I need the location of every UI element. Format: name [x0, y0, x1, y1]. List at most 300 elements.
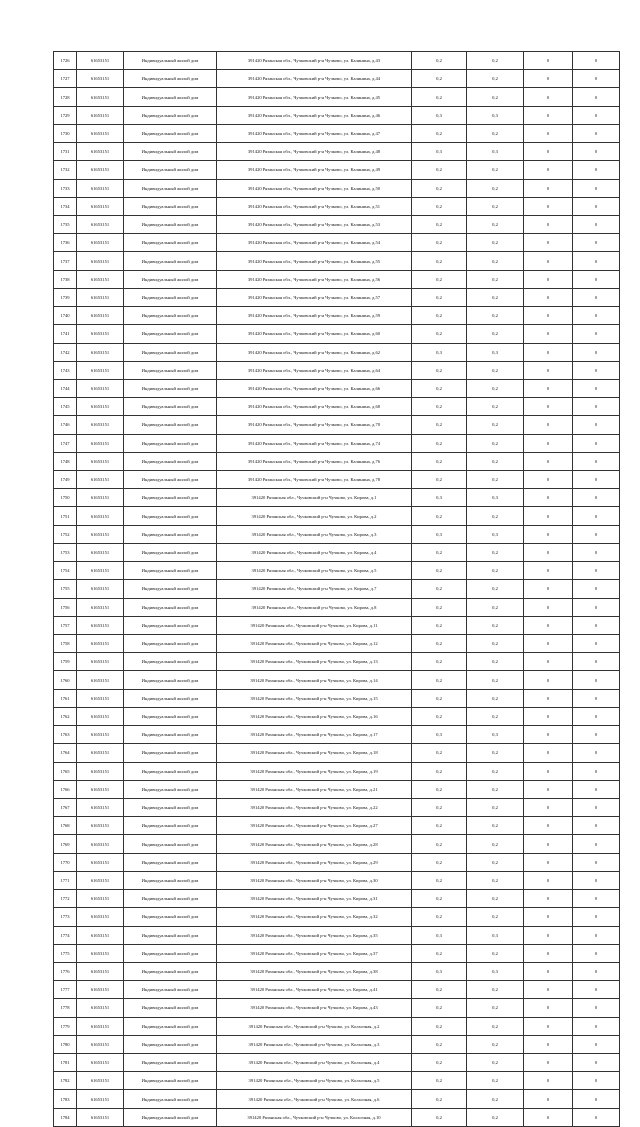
- document-page: [53, 51, 598, 1127]
- value-3-cell: 0: [524, 106, 573, 124]
- table-row: [54, 999, 620, 1017]
- value-4-cell: 0: [573, 489, 620, 507]
- value-2-cell: 0,2: [467, 798, 524, 816]
- value-4-cell: 0: [573, 197, 620, 215]
- value-4-cell: 0: [573, 1072, 620, 1090]
- code-cell: 61653151: [77, 707, 124, 725]
- value-2-cell: 0,2: [467, 1072, 524, 1090]
- object-type-cell: Индивидуальный жилой дом: [124, 416, 217, 434]
- table-row: [54, 270, 620, 288]
- code-cell: 61653151: [77, 525, 124, 543]
- row-number-cell: 1784: [54, 1108, 77, 1126]
- value-1-cell: 0,3: [412, 343, 467, 361]
- value-1-cell: 0,2: [412, 507, 467, 525]
- value-3-cell: 0: [524, 1017, 573, 1035]
- value-4-cell: 0: [573, 70, 620, 88]
- address-cell: 391420 Рязанская обл., Чучковский р-н Чучково, ул. Калинина, д.50: [217, 179, 412, 197]
- value-2-cell: 0,3: [467, 726, 524, 744]
- value-3-cell: 0: [524, 543, 573, 561]
- value-3-cell: 0: [524, 580, 573, 598]
- table-row: [54, 325, 620, 343]
- value-4-cell: 0: [573, 1017, 620, 1035]
- row-number-cell: 1731: [54, 143, 77, 161]
- value-2-cell: 0,2: [467, 707, 524, 725]
- value-2-cell: 0,2: [467, 234, 524, 252]
- table-row: [54, 507, 620, 525]
- address-cell: 391420 Рязанская обл., Чучковский р-н Чучково, ул. Кирова, д.3: [217, 525, 412, 543]
- object-type-cell: Индивидуальный жилой дом: [124, 325, 217, 343]
- address-cell: 391420 Рязанская обл., Чучковский р-н Чучково, ул. Колхозная, д.2: [217, 1017, 412, 1035]
- address-cell: 391420 Рязанская обл., Чучковский р-н Чучково, ул. Калинина, д.64: [217, 361, 412, 379]
- address-cell: 391420 Рязанская обл., Чучковский р-н Чучково, ул. Кирова, д.21: [217, 780, 412, 798]
- value-3-cell: 0: [524, 671, 573, 689]
- value-2-cell: 0,2: [467, 635, 524, 653]
- object-type-cell: Индивидуальный жилой дом: [124, 871, 217, 889]
- object-type-cell: Индивидуальный жилой дом: [124, 671, 217, 689]
- address-cell: 391420 Рязанская обл., Чучковский р-н Чучково, ул. Калинина, д.76: [217, 452, 412, 470]
- row-number-cell: 1780: [54, 1035, 77, 1053]
- value-2-cell: 0,2: [467, 543, 524, 561]
- value-1-cell: 0,2: [412, 908, 467, 926]
- table-row: [54, 307, 620, 325]
- code-cell: 61653151: [77, 616, 124, 634]
- value-2-cell: 0,2: [467, 835, 524, 853]
- address-cell: 391420 Рязанская обл., Чучковский р-н Чучково, ул. Кирова, д.38: [217, 962, 412, 980]
- code-cell: 61653151: [77, 1090, 124, 1108]
- value-3-cell: 0: [524, 726, 573, 744]
- code-cell: 61653151: [77, 762, 124, 780]
- value-2-cell: 0,2: [467, 653, 524, 671]
- object-type-cell: Индивидуальный жилой дом: [124, 616, 217, 634]
- value-4-cell: 0: [573, 835, 620, 853]
- value-3-cell: 0: [524, 325, 573, 343]
- table-row: [54, 452, 620, 470]
- row-number-cell: 1726: [54, 52, 77, 70]
- code-cell: 61653151: [77, 489, 124, 507]
- object-type-cell: Индивидуальный жилой дом: [124, 525, 217, 543]
- value-3-cell: 0: [524, 1054, 573, 1072]
- code-cell: 61653151: [77, 1017, 124, 1035]
- object-type-cell: Индивидуальный жилой дом: [124, 124, 217, 142]
- code-cell: 61653151: [77, 635, 124, 653]
- code-cell: 61653151: [77, 215, 124, 233]
- value-1-cell: 0,2: [412, 543, 467, 561]
- value-1-cell: 0,2: [412, 707, 467, 725]
- code-cell: 61653151: [77, 471, 124, 489]
- object-type-cell: Индивидуальный жилой дом: [124, 434, 217, 452]
- table-row: [54, 635, 620, 653]
- table-row: [54, 1017, 620, 1035]
- object-type-cell: Индивидуальный жилой дом: [124, 215, 217, 233]
- address-cell: 391420 Рязанская обл., Чучковский р-н Чучково, ул. Калинина, д.60: [217, 325, 412, 343]
- value-1-cell: 0,2: [412, 744, 467, 762]
- value-2-cell: 0,3: [467, 525, 524, 543]
- value-4-cell: 0: [573, 707, 620, 725]
- value-4-cell: 0: [573, 252, 620, 270]
- object-type-cell: Индивидуальный жилой дом: [124, 580, 217, 598]
- value-3-cell: 0: [524, 1108, 573, 1126]
- row-number-cell: 1771: [54, 871, 77, 889]
- value-2-cell: 0,2: [467, 689, 524, 707]
- value-3-cell: 0: [524, 999, 573, 1017]
- value-4-cell: 0: [573, 88, 620, 106]
- value-2-cell: 0,2: [467, 52, 524, 70]
- value-3-cell: 0: [524, 143, 573, 161]
- value-3-cell: 0: [524, 890, 573, 908]
- value-3-cell: 0: [524, 234, 573, 252]
- code-cell: 61653151: [77, 270, 124, 288]
- value-2-cell: 0,3: [467, 143, 524, 161]
- address-cell: 391420 Рязанская обл., Чучковский р-н Чучково, ул. Кирова, д.17: [217, 726, 412, 744]
- value-4-cell: 0: [573, 744, 620, 762]
- object-type-cell: Индивидуальный жилой дом: [124, 944, 217, 962]
- value-4-cell: 0: [573, 543, 620, 561]
- value-4-cell: 0: [573, 179, 620, 197]
- address-cell: 391420 Рязанская обл., Чучковский р-н Чучково, ул. Колхозная, д.10: [217, 1108, 412, 1126]
- object-type-cell: Индивидуальный жилой дом: [124, 1108, 217, 1126]
- value-4-cell: 0: [573, 52, 620, 70]
- row-number-cell: 1758: [54, 635, 77, 653]
- code-cell: 61653151: [77, 143, 124, 161]
- value-1-cell: 0,2: [412, 999, 467, 1017]
- value-4-cell: 0: [573, 307, 620, 325]
- code-cell: 61653151: [77, 379, 124, 397]
- table-row: [54, 726, 620, 744]
- table-row: [54, 580, 620, 598]
- value-4-cell: 0: [573, 653, 620, 671]
- address-cell: 391420 Рязанская обл., Чучковский р-н Чучково, ул. Кирова, д.29: [217, 853, 412, 871]
- value-1-cell: 0,2: [412, 1090, 467, 1108]
- object-type-cell: Индивидуальный жилой дом: [124, 835, 217, 853]
- code-cell: 61653151: [77, 671, 124, 689]
- value-2-cell: 0,2: [467, 1054, 524, 1072]
- address-cell: 391420 Рязанская обл., Чучковский р-н Чучково, ул. Кирова, д.16: [217, 707, 412, 725]
- address-cell: 391420 Рязанская обл., Чучковский р-н Чучково, ул. Кирова, д.11: [217, 616, 412, 634]
- object-type-cell: Индивидуальный жилой дом: [124, 689, 217, 707]
- value-3-cell: 0: [524, 835, 573, 853]
- table-row: [54, 361, 620, 379]
- row-number-cell: 1747: [54, 434, 77, 452]
- value-3-cell: 0: [524, 908, 573, 926]
- table-row: [54, 52, 620, 70]
- code-cell: 61653151: [77, 70, 124, 88]
- value-2-cell: 0,3: [467, 926, 524, 944]
- row-number-cell: 1756: [54, 598, 77, 616]
- table-row: [54, 616, 620, 634]
- object-type-cell: Индивидуальный жилой дом: [124, 726, 217, 744]
- value-1-cell: 0,2: [412, 944, 467, 962]
- value-3-cell: 0: [524, 598, 573, 616]
- value-1-cell: 0,3: [412, 489, 467, 507]
- row-number-cell: 1757: [54, 616, 77, 634]
- address-cell: 391420 Рязанская обл., Чучковский р-н Чучково, ул. Кирова, д.41: [217, 981, 412, 999]
- address-cell: 391420 Рязанская обл., Чучковский р-н Чучково, ул. Кирова, д.13: [217, 653, 412, 671]
- table-row: [54, 543, 620, 561]
- value-2-cell: 0,2: [467, 398, 524, 416]
- row-number-cell: 1737: [54, 252, 77, 270]
- value-4-cell: 0: [573, 398, 620, 416]
- value-2-cell: 0,2: [467, 1108, 524, 1126]
- code-cell: 61653151: [77, 908, 124, 926]
- object-type-cell: Индивидуальный жилой дом: [124, 635, 217, 653]
- table-row: [54, 379, 620, 397]
- table-row: [54, 143, 620, 161]
- value-1-cell: 0,2: [412, 234, 467, 252]
- table-row: [54, 1108, 620, 1126]
- row-number-cell: 1736: [54, 234, 77, 252]
- object-type-cell: Индивидуальный жилой дом: [124, 1054, 217, 1072]
- address-cell: 391420 Рязанская обл., Чучковский р-н Чучково, ул. Калинина, д.47: [217, 124, 412, 142]
- value-3-cell: 0: [524, 1072, 573, 1090]
- value-4-cell: 0: [573, 981, 620, 999]
- value-4-cell: 0: [573, 416, 620, 434]
- address-cell: 391420 Рязанская обл., Чучковский р-н Чучково, ул. Кирова, д.12: [217, 635, 412, 653]
- object-type-cell: Индивидуальный жилой дом: [124, 88, 217, 106]
- row-number-cell: 1778: [54, 999, 77, 1017]
- object-type-cell: Индивидуальный жилой дом: [124, 489, 217, 507]
- value-4-cell: 0: [573, 908, 620, 926]
- row-number-cell: 1728: [54, 88, 77, 106]
- row-number-cell: 1777: [54, 981, 77, 999]
- row-number-cell: 1767: [54, 798, 77, 816]
- row-number-cell: 1754: [54, 562, 77, 580]
- row-number-cell: 1752: [54, 525, 77, 543]
- table-row: [54, 434, 620, 452]
- address-cell: 391420 Рязанская обл., Чучковский р-н Чучково, ул. Кирова, д.15: [217, 689, 412, 707]
- object-type-cell: Индивидуальный жилой дом: [124, 507, 217, 525]
- value-1-cell: 0,2: [412, 653, 467, 671]
- row-number-cell: 1760: [54, 671, 77, 689]
- code-cell: 61653151: [77, 653, 124, 671]
- address-cell: 391420 Рязанская обл., Чучковский р-н Чучково, ул. Кирова, д.35: [217, 926, 412, 944]
- object-type-cell: Индивидуальный жилой дом: [124, 981, 217, 999]
- code-cell: 61653151: [77, 361, 124, 379]
- table-row: [54, 197, 620, 215]
- value-3-cell: 0: [524, 525, 573, 543]
- table-row: [54, 817, 620, 835]
- code-cell: 61653151: [77, 161, 124, 179]
- value-3-cell: 0: [524, 124, 573, 142]
- value-3-cell: 0: [524, 707, 573, 725]
- value-4-cell: 0: [573, 853, 620, 871]
- value-1-cell: 0,2: [412, 1035, 467, 1053]
- value-4-cell: 0: [573, 270, 620, 288]
- row-number-cell: 1735: [54, 215, 77, 233]
- value-1-cell: 0,3: [412, 962, 467, 980]
- value-1-cell: 0,2: [412, 580, 467, 598]
- value-1-cell: 0,2: [412, 835, 467, 853]
- address-cell: 391420 Рязанская обл., Чучковский р-н Чучково, ул. Кирова, д.37: [217, 944, 412, 962]
- value-2-cell: 0,2: [467, 307, 524, 325]
- row-number-cell: 1744: [54, 379, 77, 397]
- value-1-cell: 0,2: [412, 416, 467, 434]
- value-4-cell: 0: [573, 562, 620, 580]
- row-number-cell: 1769: [54, 835, 77, 853]
- value-2-cell: 0,2: [467, 471, 524, 489]
- value-2-cell: 0,2: [467, 598, 524, 616]
- value-1-cell: 0,2: [412, 1072, 467, 1090]
- value-4-cell: 0: [573, 161, 620, 179]
- object-type-cell: Индивидуальный жилой дом: [124, 762, 217, 780]
- object-type-cell: Индивидуальный жилой дом: [124, 562, 217, 580]
- row-number-cell: 1764: [54, 744, 77, 762]
- code-cell: 61653151: [77, 817, 124, 835]
- row-number-cell: 1783: [54, 1090, 77, 1108]
- value-4-cell: 0: [573, 762, 620, 780]
- object-type-cell: Индивидуальный жилой дом: [124, 288, 217, 306]
- value-4-cell: 0: [573, 1108, 620, 1126]
- code-cell: 61653151: [77, 780, 124, 798]
- value-4-cell: 0: [573, 234, 620, 252]
- code-cell: 61653151: [77, 234, 124, 252]
- value-2-cell: 0,2: [467, 270, 524, 288]
- value-4-cell: 0: [573, 817, 620, 835]
- table-row: [54, 1072, 620, 1090]
- value-3-cell: 0: [524, 762, 573, 780]
- value-3-cell: 0: [524, 1090, 573, 1108]
- row-number-cell: 1739: [54, 288, 77, 306]
- value-3-cell: 0: [524, 616, 573, 634]
- table-row: [54, 1054, 620, 1072]
- row-number-cell: 1781: [54, 1054, 77, 1072]
- address-cell: 391420 Рязанская обл., Чучковский р-н Чучково, ул. Калинина, д.51: [217, 197, 412, 215]
- code-cell: 61653151: [77, 106, 124, 124]
- object-type-cell: Индивидуальный жилой дом: [124, 543, 217, 561]
- value-3-cell: 0: [524, 361, 573, 379]
- table-row: [54, 835, 620, 853]
- value-2-cell: 0,2: [467, 944, 524, 962]
- table-row: [54, 1090, 620, 1108]
- code-cell: 61653151: [77, 1054, 124, 1072]
- table-row: [54, 780, 620, 798]
- value-3-cell: 0: [524, 416, 573, 434]
- value-2-cell: 0,2: [467, 124, 524, 142]
- object-type-cell: Индивидуальный жилой дом: [124, 926, 217, 944]
- address-cell: 391420 Рязанская обл., Чучковский р-н Чучково, ул. Кирова, д.18: [217, 744, 412, 762]
- value-3-cell: 0: [524, 489, 573, 507]
- table-row: [54, 871, 620, 889]
- value-1-cell: 0,2: [412, 1054, 467, 1072]
- value-4-cell: 0: [573, 616, 620, 634]
- address-cell: 391420 Рязанская обл., Чучковский р-н Чучково, ул. Колхозная, д.5: [217, 1072, 412, 1090]
- address-cell: 391420 Рязанская обл., Чучковский р-н Чучково, ул. Калинина, д.68: [217, 398, 412, 416]
- value-4-cell: 0: [573, 124, 620, 142]
- value-4-cell: 0: [573, 106, 620, 124]
- value-1-cell: 0,2: [412, 981, 467, 999]
- code-cell: 61653151: [77, 288, 124, 306]
- value-2-cell: 0,2: [467, 452, 524, 470]
- row-number-cell: 1768: [54, 817, 77, 835]
- value-3-cell: 0: [524, 653, 573, 671]
- value-3-cell: 0: [524, 434, 573, 452]
- row-number-cell: 1765: [54, 762, 77, 780]
- value-4-cell: 0: [573, 1054, 620, 1072]
- object-type-cell: Индивидуальный жилой дом: [124, 471, 217, 489]
- row-number-cell: 1733: [54, 179, 77, 197]
- value-3-cell: 0: [524, 70, 573, 88]
- value-3-cell: 0: [524, 398, 573, 416]
- value-1-cell: 0,2: [412, 452, 467, 470]
- value-4-cell: 0: [573, 471, 620, 489]
- value-1-cell: 0,2: [412, 817, 467, 835]
- value-4-cell: 0: [573, 890, 620, 908]
- value-2-cell: 0,3: [467, 106, 524, 124]
- object-type-cell: Индивидуальный жилой дом: [124, 379, 217, 397]
- address-cell: 391420 Рязанская обл., Чучковский р-н Чучково, ул. Кирова, д.31: [217, 890, 412, 908]
- row-number-cell: 1748: [54, 452, 77, 470]
- address-cell: 391420 Рязанская обл., Чучковский р-н Чучково, ул. Кирова, д.8: [217, 598, 412, 616]
- object-type-cell: Индивидуальный жилой дом: [124, 161, 217, 179]
- value-4-cell: 0: [573, 671, 620, 689]
- row-number-cell: 1762: [54, 707, 77, 725]
- value-1-cell: 0,2: [412, 270, 467, 288]
- value-2-cell: 0,2: [467, 179, 524, 197]
- table-row: [54, 234, 620, 252]
- value-1-cell: 0,2: [412, 616, 467, 634]
- value-1-cell: 0,2: [412, 762, 467, 780]
- value-3-cell: 0: [524, 780, 573, 798]
- table-row: [54, 962, 620, 980]
- value-2-cell: 0,2: [467, 161, 524, 179]
- row-number-cell: 1750: [54, 489, 77, 507]
- value-1-cell: 0,2: [412, 252, 467, 270]
- value-4-cell: 0: [573, 452, 620, 470]
- table-row: [54, 288, 620, 306]
- row-number-cell: 1746: [54, 416, 77, 434]
- value-2-cell: 0,2: [467, 361, 524, 379]
- object-type-cell: Индивидуальный жилой дом: [124, 707, 217, 725]
- table-row: [54, 853, 620, 871]
- row-number-cell: 1773: [54, 908, 77, 926]
- code-cell: 61653151: [77, 307, 124, 325]
- object-type-cell: Индивидуальный жилой дом: [124, 598, 217, 616]
- code-cell: 61653151: [77, 179, 124, 197]
- table-row: [54, 981, 620, 999]
- value-3-cell: 0: [524, 88, 573, 106]
- code-cell: 61653151: [77, 744, 124, 762]
- code-cell: 61653151: [77, 580, 124, 598]
- value-2-cell: 0,2: [467, 981, 524, 999]
- table-row: [54, 798, 620, 816]
- address-cell: 391420 Рязанская обл., Чучковский р-н Чучково, ул. Калинина, д.74: [217, 434, 412, 452]
- object-type-cell: Индивидуальный жилой дом: [124, 1017, 217, 1035]
- row-number-cell: 1749: [54, 471, 77, 489]
- code-cell: 61653151: [77, 853, 124, 871]
- value-2-cell: 0,2: [467, 379, 524, 397]
- row-number-cell: 1770: [54, 853, 77, 871]
- object-type-cell: Индивидуальный жилой дом: [124, 908, 217, 926]
- row-number-cell: 1743: [54, 361, 77, 379]
- code-cell: 61653151: [77, 1108, 124, 1126]
- table-row: [54, 215, 620, 233]
- address-cell: 391420 Рязанская обл., Чучковский р-н Чучково, ул. Калинина, д.59: [217, 307, 412, 325]
- address-cell: 391420 Рязанская обл., Чучковский р-н Чучково, ул. Калинина, д.49: [217, 161, 412, 179]
- value-1-cell: 0,2: [412, 890, 467, 908]
- code-cell: 61653151: [77, 343, 124, 361]
- address-cell: 391420 Рязанская обл., Чучковский р-н Чучково, ул. Калинина, д.54: [217, 234, 412, 252]
- value-3-cell: 0: [524, 1035, 573, 1053]
- value-4-cell: 0: [573, 143, 620, 161]
- address-cell: 391420 Рязанская обл., Чучковский р-н Чучково, ул. Кирова, д.1: [217, 489, 412, 507]
- row-number-cell: 1751: [54, 507, 77, 525]
- value-2-cell: 0,3: [467, 962, 524, 980]
- address-cell: 391420 Рязанская обл., Чучковский р-н Чучково, ул. Кирова, д.30: [217, 871, 412, 889]
- value-4-cell: 0: [573, 635, 620, 653]
- value-1-cell: 0,3: [412, 525, 467, 543]
- table-row: [54, 124, 620, 142]
- object-type-cell: Индивидуальный жилой дом: [124, 653, 217, 671]
- value-4-cell: 0: [573, 944, 620, 962]
